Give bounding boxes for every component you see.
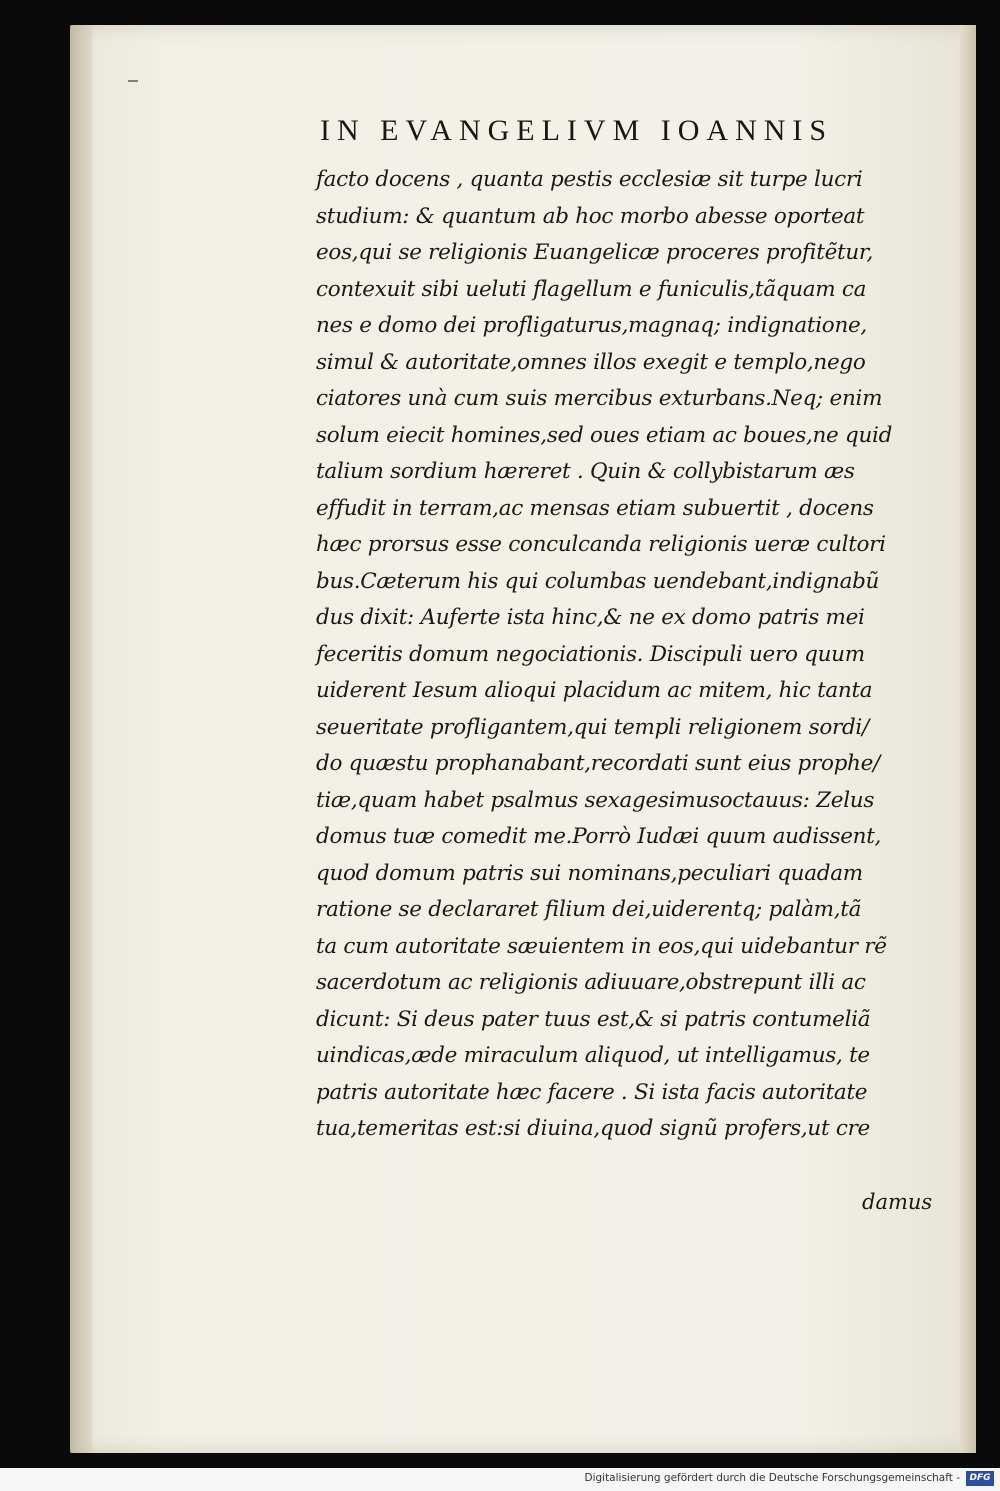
page-fore-edge — [960, 25, 976, 1453]
text-block — [316, 162, 946, 1148]
catchword: damus — [862, 1190, 933, 1214]
text-line: studium: & quantum ab hoc morbo abesse oporteat — [316, 203, 865, 229]
text-line: feceritis domum negociationis. Discipuli uero quum — [316, 641, 865, 667]
text-line: uindicas,æde miraculum aliquod, ut intelligamus, te — [316, 1043, 870, 1068]
text-line: simul & autoritate,omnes illos exegit e templo,nego — [316, 349, 866, 375]
text-line: eos,qui se religionis Euangelicæ proceres profitẽtur, — [316, 240, 874, 265]
text-line: quod domum patris sui nominans,peculiari quadam — [316, 860, 863, 886]
page-gutter — [70, 25, 92, 1453]
text-line: do quæstu prophanabant,recordati sunt eius prophe/ — [316, 751, 880, 776]
text-line: ciatores unà cum suis mercibus exturbans.Neq; enim — [316, 386, 883, 411]
running-head: IN EVANGELIVM IOANNIS — [320, 114, 834, 147]
text-line: solum eiecit homines,sed oues etiam ac boues,ne quid — [316, 422, 893, 448]
dfg-logo-icon: DFG — [966, 1471, 994, 1486]
text-line: uiderent Iesum alioqui placidum ac mitem, hic tanta — [316, 678, 873, 703]
text-line: patris autoritate hæc facere . Si ista facis autoritate — [316, 1079, 868, 1105]
text-line: talium sordium hæreret . Quin & collybistarum æs — [316, 459, 855, 484]
text-line: ta cum autoritate sæuientem in eos,qui uidebantur rẽ — [316, 933, 887, 959]
text-line: facto docens , quanta pestis ecclesiæ sit turpe lucri — [316, 167, 863, 192]
text-line: bus.Cæterum his qui columbas uendebant,indignabũ — [316, 568, 880, 594]
text-line: dicunt: Si deus pater tuus est,& si patris contumeliã — [316, 1006, 871, 1032]
text-line: domus tuæ comedit me.Porrò Iudæi quum audissent, — [316, 824, 882, 849]
page-mark — [128, 80, 138, 82]
text-line: effudit in terram,ac mensas etiam subuertit , docens — [316, 495, 874, 521]
text-line: sacerdotum ac religionis adiuuare,obstrepunt illi ac — [316, 970, 866, 995]
text-line: seueritate profligantem,qui templi religionem sordi/ — [316, 714, 869, 740]
text-line: ratione se declararet filium dei,uiderentq; palàm,tã — [316, 897, 862, 922]
text-line: contexuit sibi ueluti flagellum e funiculis,tãquam ca — [316, 276, 867, 302]
text-line: hæc prorsus esse conculcanda religionis ueræ cultori — [316, 532, 886, 557]
footer-bar — [0, 1468, 1000, 1491]
funding-credit: Digitalisierung gefördert durch die Deutsche Forschungsgemeinschaft - — [584, 1472, 960, 1484]
text-line: tiæ,quam habet psalmus sexagesimusoctauus: Zelus — [316, 787, 875, 813]
text-line: dus dixit: Auferte ista hinc,& ne ex domo patris mei — [316, 605, 865, 630]
text-line: tua,temeritas est:si diuina,quod signũ profers,ut cre — [316, 1116, 870, 1141]
text-line: nes e domo dei profligaturus,magnaq; indignatione, — [316, 313, 867, 338]
